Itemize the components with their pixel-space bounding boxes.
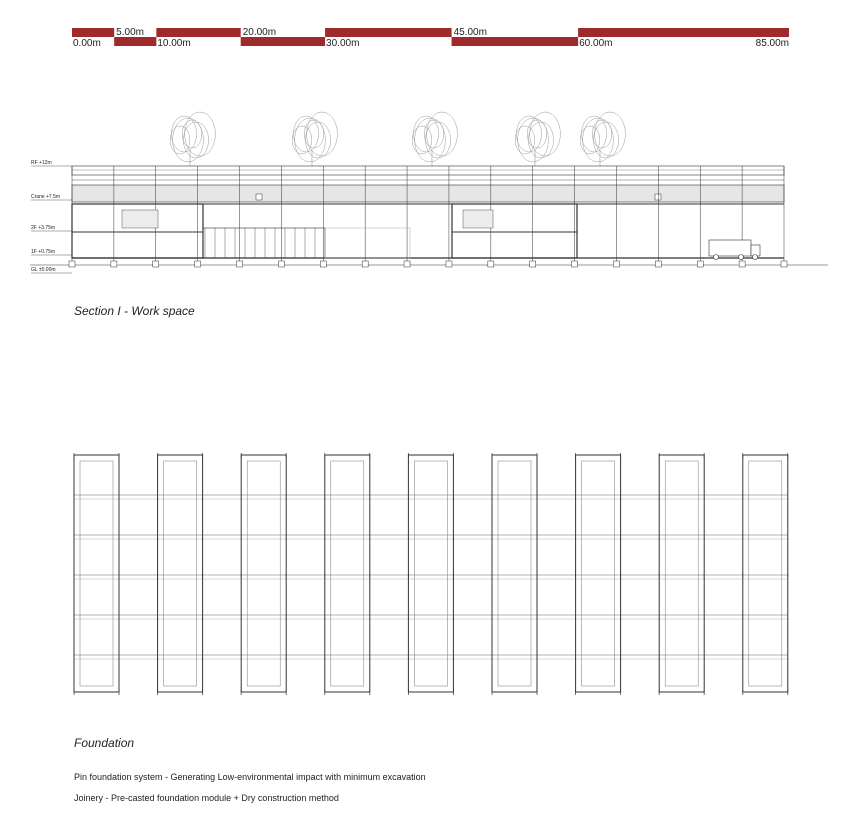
partition: [325, 228, 410, 258]
module-outline: [74, 455, 119, 692]
tree-canopy: [583, 118, 614, 162]
module-outline: [408, 455, 453, 692]
level-label: RF +12m: [31, 160, 52, 166]
scale-label: 0.00m: [73, 38, 101, 49]
foundation-module: [73, 452, 120, 697]
level-label: 2F +3.75m: [31, 225, 56, 231]
pin-marker: I: [741, 452, 744, 460]
tree: [580, 112, 625, 166]
pin-foundation: [572, 261, 578, 267]
pin-marker: I: [368, 452, 371, 460]
scale-segment: [72, 28, 114, 37]
crane-hook: [256, 194, 262, 200]
module-outline: [576, 455, 621, 692]
pin-foundation: [195, 261, 201, 267]
pin-foundation: [111, 261, 117, 267]
pin-marker: I: [323, 452, 326, 460]
tree-canopy: [412, 126, 432, 154]
pin-marker: I: [240, 572, 243, 580]
pin-marker: I: [658, 689, 661, 697]
pin-marker: I: [117, 689, 121, 697]
scale-segment: [578, 28, 789, 37]
tree-canopy: [527, 120, 547, 148]
pin-marker: I: [285, 689, 288, 697]
pin-marker: I: [407, 572, 410, 580]
pin-marker: I: [407, 689, 410, 697]
pin-foundation: [446, 261, 452, 267]
foundation-module: [658, 452, 705, 697]
pin-marker: I: [240, 689, 243, 697]
foundation-module: [575, 452, 622, 697]
pin-marker: I: [117, 572, 121, 580]
pin-marker: I: [619, 452, 622, 460]
pin-marker: I: [703, 452, 706, 460]
scale-label: 85.00m: [755, 38, 789, 49]
scale-label: 5.00m: [116, 27, 144, 38]
section-caption: Section I - Work space: [74, 304, 195, 318]
tree-canopy: [307, 112, 338, 156]
pin-marker: I: [156, 689, 159, 697]
pin-marker: I: [285, 452, 288, 460]
tree: [412, 112, 457, 166]
pin-marker: I: [156, 572, 159, 580]
truck-body: [709, 240, 751, 256]
pin-foundation: [237, 261, 243, 267]
tree-canopy: [530, 112, 561, 156]
level-label: Crane +7.5m: [31, 194, 61, 200]
pin-marker: I: [452, 452, 455, 460]
tree-canopy: [415, 118, 446, 162]
crane-hook: [655, 194, 661, 200]
pin-marker: I: [786, 452, 789, 460]
pin-marker: I: [490, 452, 494, 460]
pin-marker: I: [285, 572, 288, 580]
pin-marker: I: [658, 452, 661, 460]
scale-label: 60.00m: [579, 38, 613, 49]
foundation-module: [742, 452, 789, 697]
pin-marker: I: [452, 572, 455, 580]
scale-segment: [156, 28, 240, 37]
tree: [515, 112, 560, 166]
window: [463, 210, 493, 228]
scale-label: 45.00m: [453, 27, 487, 38]
tree-canopy: [515, 126, 535, 154]
pin-foundation: [404, 261, 410, 267]
pin-marker: I: [72, 689, 76, 697]
pin-marker: I: [368, 572, 371, 580]
pin-marker: I: [117, 452, 121, 460]
foundation-module: [157, 452, 204, 697]
module-outline: [659, 455, 704, 692]
pin-foundation: [488, 261, 494, 267]
pin-marker: I: [619, 572, 622, 580]
pin-marker: I: [490, 689, 494, 697]
module-outline: [492, 455, 537, 692]
tree-canopy: [173, 118, 204, 162]
tree: [170, 112, 215, 166]
tree-canopy: [295, 118, 326, 162]
foundation-plan: [73, 452, 789, 697]
section-drawing: [30, 112, 828, 267]
truck-wheel: [739, 255, 744, 260]
tree-canopy: [170, 126, 190, 154]
scale-segment: [114, 37, 156, 46]
tree-canopy: [427, 112, 458, 156]
foundation-module: [407, 452, 454, 697]
pin-foundation: [613, 261, 619, 267]
pin-marker: I: [407, 452, 410, 460]
pin-marker: I: [619, 689, 622, 697]
pin-foundation: [781, 261, 787, 267]
truck-wheel: [714, 255, 719, 260]
level-labels: [31, 160, 72, 273]
pin-marker: I: [201, 452, 204, 460]
foundation-note-1: Pin foundation system - Generating Low-environmental impact with minimum excavation: [74, 772, 426, 782]
pin-foundation: [320, 261, 326, 267]
pin-marker: I: [201, 572, 204, 580]
roof: [72, 166, 784, 175]
pin-marker: I: [786, 689, 789, 697]
pin-foundation: [278, 261, 284, 267]
pin-marker: I: [741, 572, 744, 580]
crane-rail: [72, 185, 784, 202]
pin-marker: I: [574, 572, 577, 580]
truck-wheel: [753, 255, 758, 260]
pin-marker: I: [490, 572, 494, 580]
tree-canopy: [292, 126, 312, 154]
foundation-module: [491, 452, 538, 697]
pin-marker: I: [240, 452, 243, 460]
foundation-module: [240, 452, 287, 697]
pin-foundation: [697, 261, 703, 267]
pin-marker: I: [452, 689, 455, 697]
foundation-module: [324, 452, 371, 697]
pin-marker: I: [741, 689, 744, 697]
scale-bar: [72, 27, 789, 49]
glazed-wall: [203, 228, 325, 258]
scale-label: 30.00m: [326, 38, 360, 49]
pin-foundation: [739, 261, 745, 267]
tree-canopy: [580, 126, 600, 154]
pin-marker: I: [156, 452, 159, 460]
foundation-caption: Foundation: [74, 736, 135, 750]
pin-marker: I: [703, 689, 706, 697]
pin-marker: I: [368, 689, 371, 697]
tree-canopy: [424, 120, 444, 148]
pin-foundation: [655, 261, 661, 267]
pin-marker: I: [574, 689, 577, 697]
pin-marker: I: [72, 572, 76, 580]
module-outline: [325, 455, 370, 692]
tree: [292, 112, 337, 166]
module-outline: [158, 455, 203, 692]
scale-label: 10.00m: [157, 38, 191, 49]
foundation-note-2: Joinery - Pre-casted foundation module + Dry construction method: [74, 793, 339, 803]
level-label: GL ±0.00m: [31, 267, 56, 273]
module-outline: [743, 455, 788, 692]
tree-canopy: [592, 120, 612, 148]
tree-canopy: [304, 120, 324, 148]
pin-foundation: [530, 261, 536, 267]
tree-canopy: [185, 112, 216, 156]
pin-marker: I: [72, 452, 76, 460]
module-outline: [241, 455, 286, 692]
scale-segment: [241, 37, 325, 46]
pin-marker: I: [786, 572, 789, 580]
tree-canopy: [595, 112, 626, 156]
pin-marker: I: [201, 689, 204, 697]
scale-segment: [452, 37, 579, 46]
pin-marker: I: [535, 572, 539, 580]
pin-marker: I: [323, 572, 326, 580]
tree-canopy: [518, 118, 549, 162]
window: [122, 210, 158, 228]
pin-marker: I: [535, 689, 539, 697]
pin-marker: I: [658, 572, 661, 580]
pin-marker: I: [323, 689, 326, 697]
pin-foundation: [362, 261, 368, 267]
scale-segment: [325, 28, 452, 37]
pin-marker: I: [535, 452, 539, 460]
tree-canopy: [182, 120, 202, 148]
pin-marker: I: [703, 572, 706, 580]
pin-foundation: [153, 261, 159, 267]
scale-label: 20.00m: [242, 27, 277, 38]
pin-marker: I: [574, 452, 577, 460]
pin-foundation: [69, 261, 75, 267]
level-label: 1F +0.75m: [31, 249, 56, 255]
